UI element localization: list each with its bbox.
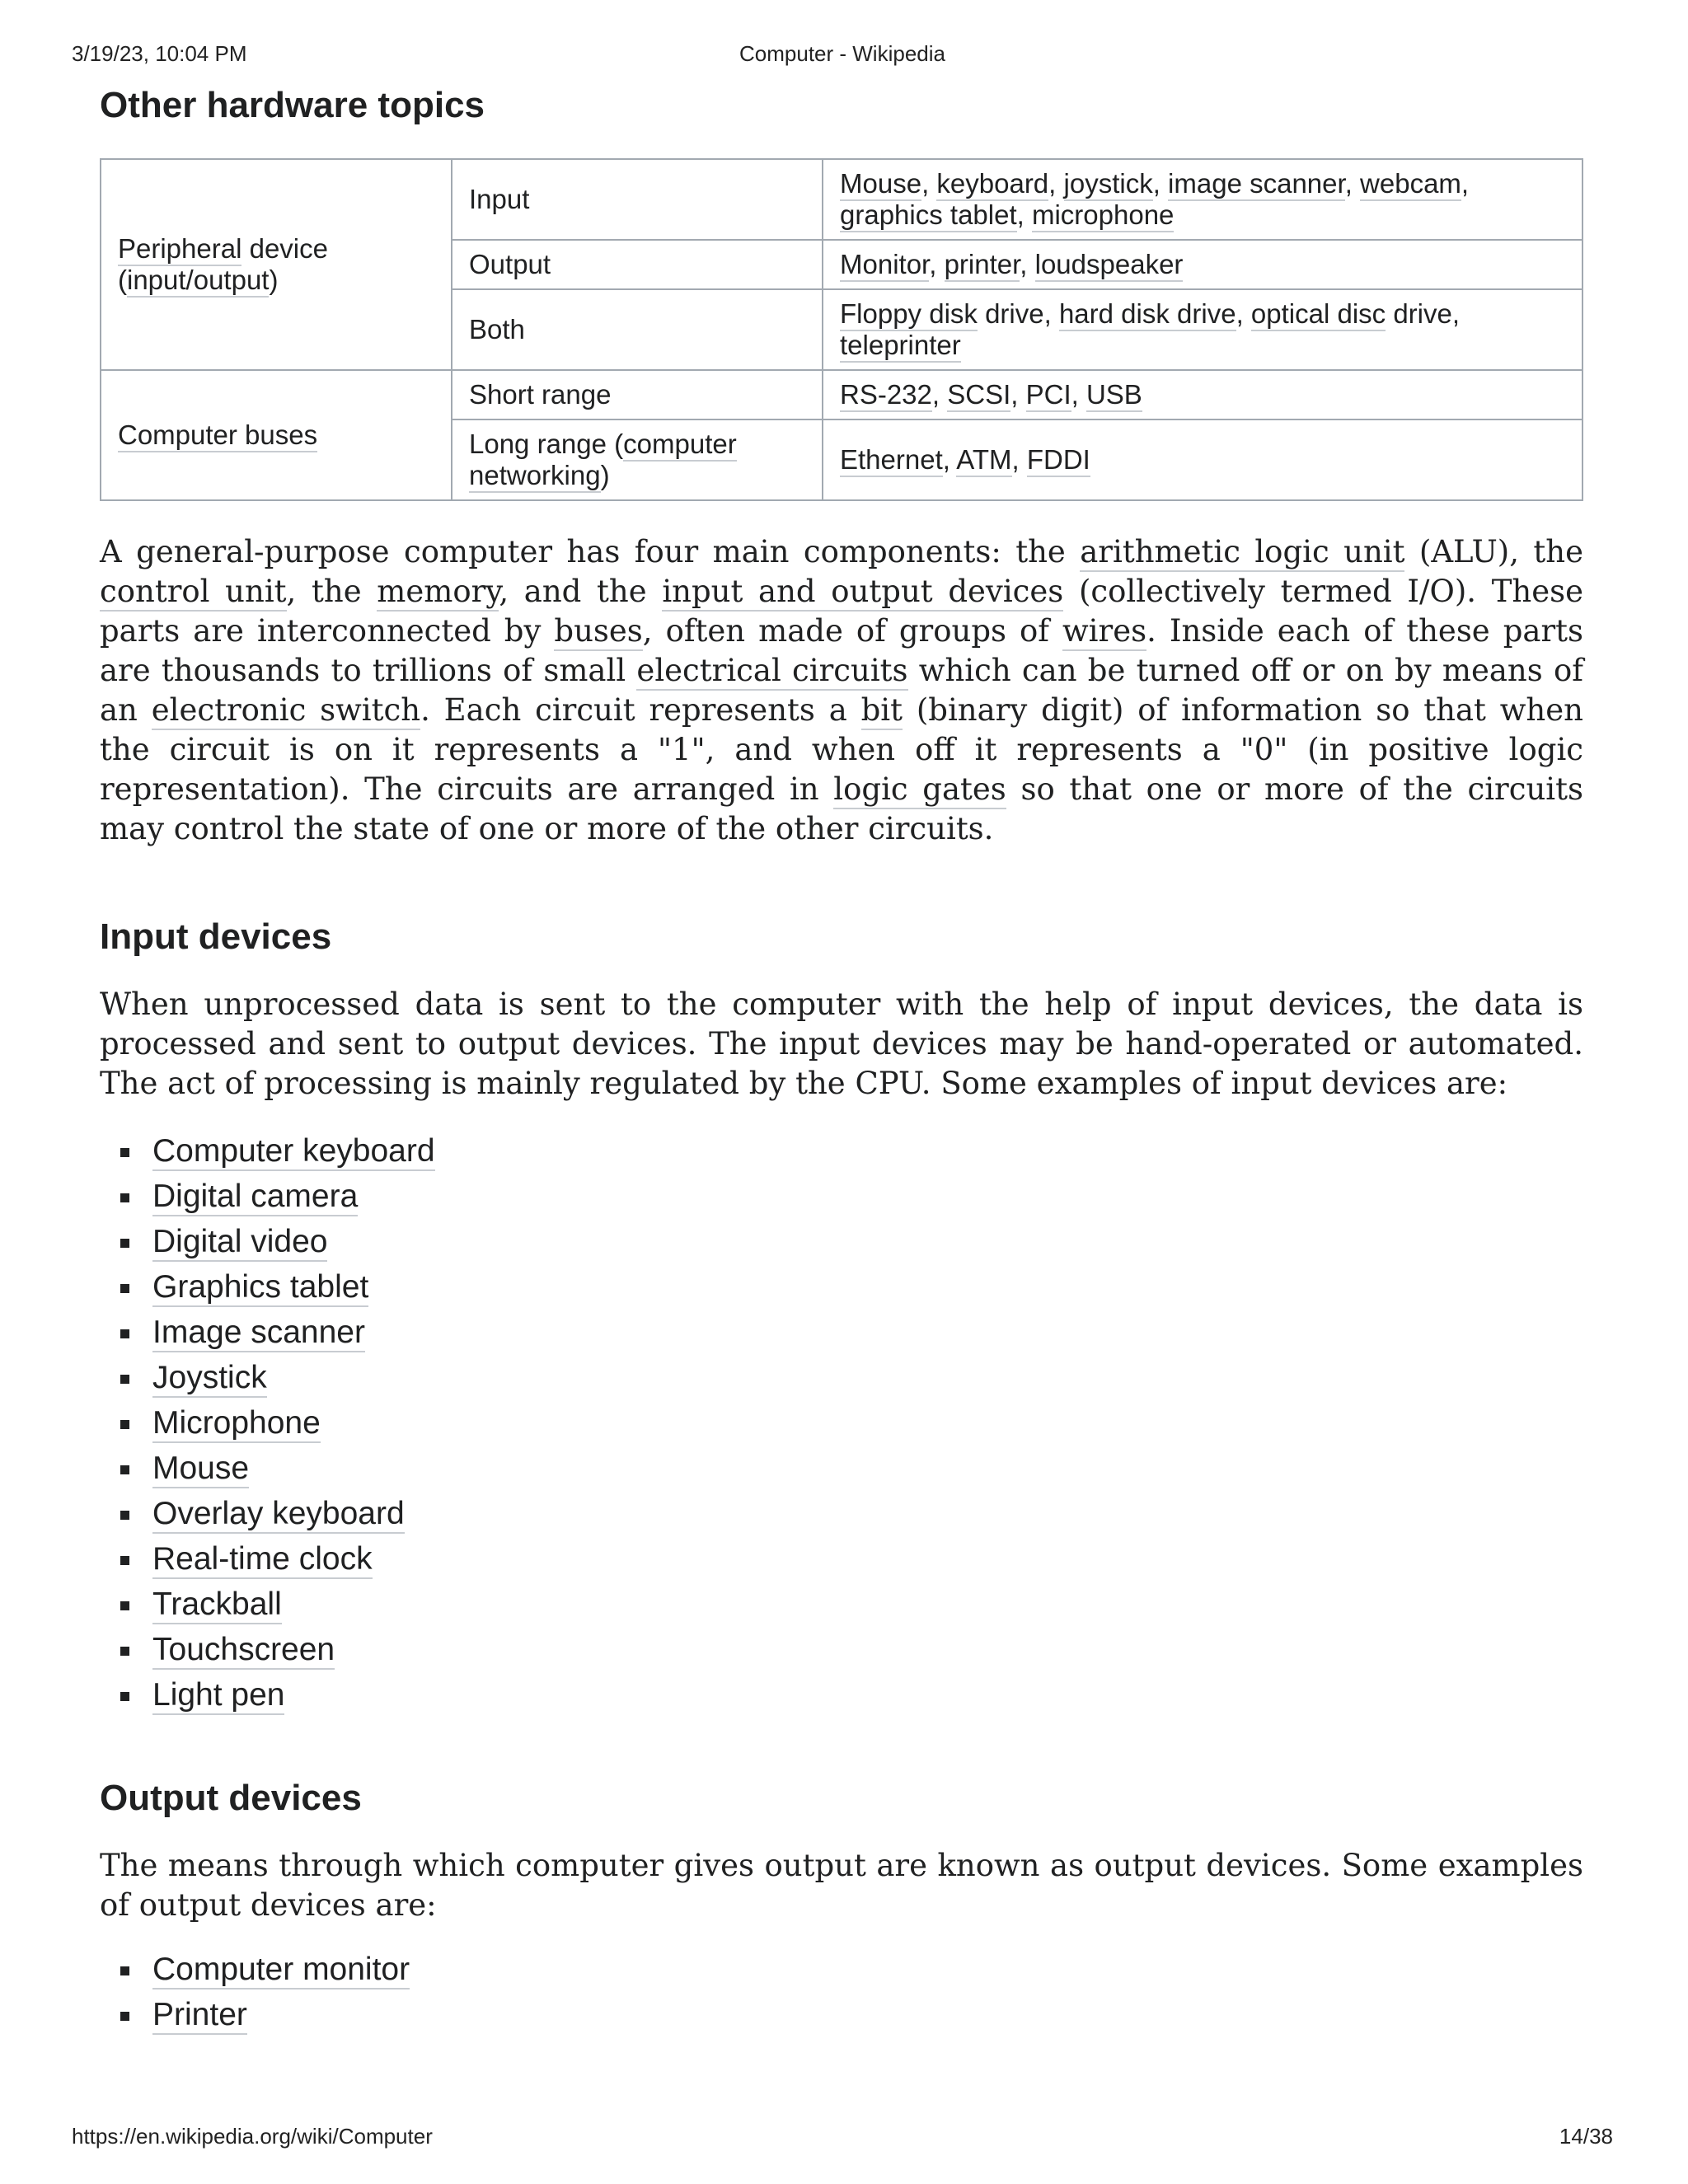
short-range-items-cell: RS-232, SCSI, PCI, USB — [823, 370, 1582, 419]
wires-link[interactable]: wires — [1062, 613, 1146, 651]
output-label-cell: Output — [452, 240, 823, 289]
paragraph-text: (ALU), the — [1404, 534, 1583, 569]
logic-gates-link[interactable]: logic gates — [833, 771, 1006, 809]
drive-text: drive, — [977, 298, 1059, 329]
input-and-output-devices-link[interactable]: input and output devices — [662, 574, 1063, 612]
list-item — [100, 1174, 1583, 1219]
list-item — [100, 1627, 1583, 1672]
input-devices-list — [100, 1128, 1583, 1718]
printer-link[interactable]: printer — [945, 249, 1020, 282]
paren-open: ( — [118, 265, 127, 295]
teleprinter-link[interactable]: teleprinter — [840, 330, 961, 363]
list-item — [100, 1536, 1583, 1582]
computer-networking-link[interactable]: computer networking — [469, 429, 737, 493]
arithmetic-logic-unit-link[interactable]: arithmetic logic unit — [1080, 534, 1404, 572]
print-page-title: Computer - Wikipedia — [739, 41, 945, 66]
paragraph-text: , the — [286, 574, 377, 609]
peripheral-link[interactable]: Peripheral — [118, 233, 241, 266]
scsi-link[interactable]: SCSI — [947, 379, 1010, 412]
print-footer — [72, 2124, 1613, 2154]
table-row — [101, 159, 1582, 240]
microphone-link[interactable]: Microphone — [152, 1405, 321, 1443]
list-item — [100, 1672, 1583, 1718]
paragraph-text: (collectively termed I/O). These parts are interconnected by — [100, 574, 1583, 649]
paragraph-text: . Each circuit represents a — [420, 692, 861, 728]
list-item — [100, 1400, 1583, 1446]
digital-video-link[interactable]: Digital video — [152, 1224, 327, 1262]
output-devices-list — [100, 1947, 1583, 2037]
input-output-link[interactable]: input/output — [127, 265, 269, 298]
image-scanner-link[interactable]: Image scanner — [152, 1315, 365, 1352]
computer-monitor-link[interactable]: Computer monitor — [152, 1952, 410, 1990]
output-devices-heading: Output devices — [100, 1778, 362, 1818]
print-url: https://en.wikipedia.org/wiki/Computer — [72, 2124, 433, 2149]
microphone-link[interactable]: microphone — [1032, 199, 1174, 232]
pci-link[interactable]: PCI — [1026, 379, 1071, 412]
long-range-label-cell — [452, 419, 823, 500]
both-label-cell: Both — [452, 289, 823, 370]
optical-disc-link[interactable]: optical disc — [1251, 298, 1386, 331]
device-text: device — [241, 233, 328, 264]
loudspeaker-link[interactable]: loudspeaker — [1035, 249, 1184, 282]
list-item — [100, 1446, 1583, 1491]
list-item — [100, 1219, 1583, 1264]
both-items-cell — [823, 289, 1582, 370]
image-scanner-link[interactable]: image scanner — [1168, 168, 1345, 201]
mouse-link[interactable]: Mouse — [152, 1451, 249, 1488]
table-row — [101, 370, 1582, 419]
mouse-link[interactable]: Mouse — [840, 168, 921, 201]
list-item — [100, 1264, 1583, 1310]
webcam-link[interactable]: webcam — [1360, 168, 1461, 201]
hardware-topics-table — [100, 158, 1583, 501]
list-item — [100, 1128, 1583, 1174]
paragraph-text: , and the — [499, 574, 663, 609]
paragraph-text: so that one or more of the circuits may control the state of one or more of the other circuits. — [100, 771, 1583, 846]
electronic-switch-link[interactable]: electronic switch — [152, 692, 420, 730]
list-item — [100, 1992, 1583, 2037]
components-paragraph — [100, 532, 1583, 849]
print-page-number: 14/38 — [1559, 2124, 1613, 2149]
output-items-cell: Monitor, printer, loudspeaker — [823, 240, 1582, 289]
atm-link[interactable]: ATM — [956, 444, 1011, 477]
list-item — [100, 1355, 1583, 1400]
list-item — [100, 1582, 1583, 1627]
control-unit-link[interactable]: control unit — [100, 574, 287, 612]
paragraph-text: A general-purpose computer has four main components: the — [100, 534, 1081, 569]
list-item — [100, 1310, 1583, 1355]
touchscreen-link[interactable]: Touchscreen — [152, 1632, 335, 1670]
paragraph-text: . Inside each of these parts are thousands to trillions of small — [100, 613, 1583, 688]
joystick-link[interactable]: Joystick — [152, 1360, 267, 1398]
print-date: 3/19/23, 10:04 PM — [72, 41, 247, 66]
list-item — [100, 1947, 1583, 1992]
computer-keyboard-link[interactable]: Computer keyboard — [152, 1133, 435, 1171]
short-range-label-cell: Short range — [452, 370, 823, 419]
real-time-clock-link[interactable]: Real-time clock — [152, 1541, 373, 1579]
overlay-keyboard-link[interactable]: Overlay keyboard — [152, 1496, 405, 1534]
drive-text: drive, — [1386, 298, 1461, 329]
input-devices-heading: Input devices — [100, 916, 332, 957]
paren-close: ) — [600, 460, 610, 490]
hardware-topics-heading: Other hardware topics — [100, 85, 485, 125]
input-items-cell: Mouse, keyboard, joystick, image scanner, webcam, graphics tablet, microphone — [823, 159, 1582, 240]
computer-buses-cell — [101, 370, 452, 500]
article-content — [100, 79, 1583, 2037]
electrical-circuits-link[interactable]: electrical circuits — [636, 653, 907, 691]
paragraph-text: which can be turned off or on by means of an — [100, 653, 1583, 728]
computer-buses-link[interactable]: Computer buses — [118, 419, 317, 452]
usb-link[interactable]: USB — [1086, 379, 1142, 412]
separator-text: , — [1236, 298, 1251, 329]
rs232-link[interactable]: RS-232 — [840, 379, 932, 412]
digital-camera-link[interactable]: Digital camera — [152, 1179, 358, 1216]
long-range-text: Long range ( — [469, 429, 624, 459]
graphics-tablet-link[interactable]: Graphics tablet — [152, 1269, 368, 1307]
trackball-link[interactable]: Trackball — [152, 1586, 282, 1624]
print-header — [72, 41, 1613, 71]
input-label-cell: Input — [452, 159, 823, 240]
paragraph-text: (binary digit) of information so that when the circuit is on it represents a "1", and when off it represents a "0" (in positive logic representation). The circuits are arranged in — [100, 692, 1583, 807]
peripheral-device-cell — [101, 159, 452, 370]
paragraph-text: , often made of groups of — [642, 613, 1063, 649]
printer-link[interactable]: Printer — [152, 1997, 247, 2035]
floppy-disk-link[interactable]: Floppy disk — [840, 298, 978, 331]
list-item — [100, 1491, 1583, 1536]
keyboard-link[interactable]: keyboard — [936, 168, 1048, 201]
paren-close: ) — [269, 265, 279, 295]
light-pen-link[interactable]: Light pen — [152, 1677, 284, 1715]
graphics-tablet-link[interactable]: graphics tablet — [840, 199, 1017, 232]
fddi-link[interactable]: FDDI — [1027, 444, 1090, 477]
ethernet-link[interactable]: Ethernet — [840, 444, 943, 477]
input-devices-intro: When unprocessed data is sent to the computer with the help of input devices, the data is processed and sent to output devices. The input devices may be hand-operated or automated. The act of processing is mainly regulated by the CPU. Some examples of input devices are: — [100, 987, 1583, 1101]
buses-link[interactable]: buses — [554, 613, 642, 651]
monitor-link[interactable]: Monitor — [840, 249, 929, 282]
memory-link[interactable]: memory — [377, 574, 499, 612]
output-devices-intro: The means through which computer gives output are known as output devices. Some examples of output devices are: — [100, 1848, 1583, 1923]
joystick-link[interactable]: joystick — [1064, 168, 1153, 201]
bit-link[interactable]: bit — [861, 692, 903, 730]
long-range-items-cell: Ethernet, ATM, FDDI — [823, 419, 1582, 500]
hard-disk-drive-link[interactable]: hard disk drive — [1059, 298, 1236, 331]
